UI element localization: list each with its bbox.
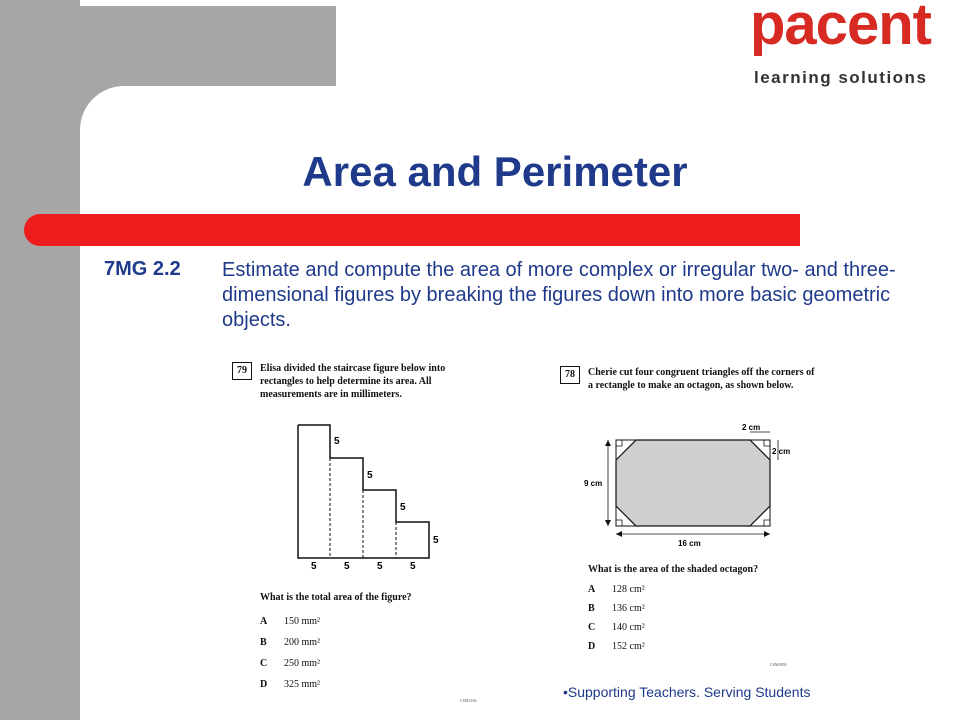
title-underline-bar: [24, 214, 800, 246]
problem-number: 79: [232, 362, 252, 380]
choice-a: A 128 cm²: [588, 584, 645, 595]
choice-d: D 325 mm²: [260, 679, 321, 690]
choice-b: B 136 cm²: [588, 603, 645, 614]
slide-title: Area and Perimeter: [302, 148, 688, 195]
problem-question: What is the total area of the figure?: [260, 592, 412, 603]
problem-question: What is the area of the shaded octagon?: [588, 564, 759, 575]
problem-prompt: Cherie cut four congruent triangles off the corners of a rectangle to make an octagon, as shown below.: [588, 367, 815, 391]
item-code: CSM0858: [770, 662, 787, 667]
item-code: CSM2106: [460, 698, 477, 703]
problem-number: 78: [560, 366, 580, 384]
label-height: 9 cm: [584, 479, 603, 488]
label-base1: 5: [311, 561, 317, 570]
choice-c: C 140 cm²: [588, 622, 645, 633]
label-step1-height: 5: [334, 436, 340, 447]
problem-78: [560, 366, 820, 666]
standard-description: Estimate and compute the area of more complex or irregular two- and three- dimensional figures by breaking the figures down into more basic geometric objects.: [222, 259, 896, 331]
background-gray-bar: [0, 0, 80, 720]
label-side-cut: 2 cm: [772, 447, 791, 456]
label-step3-height: 5: [400, 502, 406, 513]
label-top-cut: 2 cm: [742, 423, 761, 432]
label-step4-height: 5: [433, 535, 439, 546]
staircase-figure: [284, 420, 504, 570]
pacent-logo: [746, 2, 956, 94]
label-base3: 5: [377, 561, 383, 570]
label-width: 16 cm: [678, 539, 701, 548]
octagon-figure: [582, 422, 792, 552]
choice-a: A 150 mm²: [260, 616, 321, 627]
label-step2-height: 5: [367, 470, 373, 481]
choice-d: D 152 cm²: [588, 641, 645, 652]
logo-word: pacent: [750, 0, 931, 57]
choice-b: B 200 mm²: [260, 637, 321, 648]
standard-code: 7MG 2.2: [104, 258, 181, 280]
choice-c: C 250 mm²: [260, 658, 321, 669]
footer-tagline: •Supporting Teachers. Serving Students: [563, 684, 811, 700]
problem-79: [232, 362, 492, 703]
problem-prompt: Elisa divided the staircase figure below into rectangles to help determine its area. All measurements are in millimeters.: [260, 363, 446, 400]
logo-subtitle: learning solutions: [754, 68, 928, 87]
label-base2: 5: [344, 561, 350, 570]
label-base4: 5: [410, 561, 416, 570]
